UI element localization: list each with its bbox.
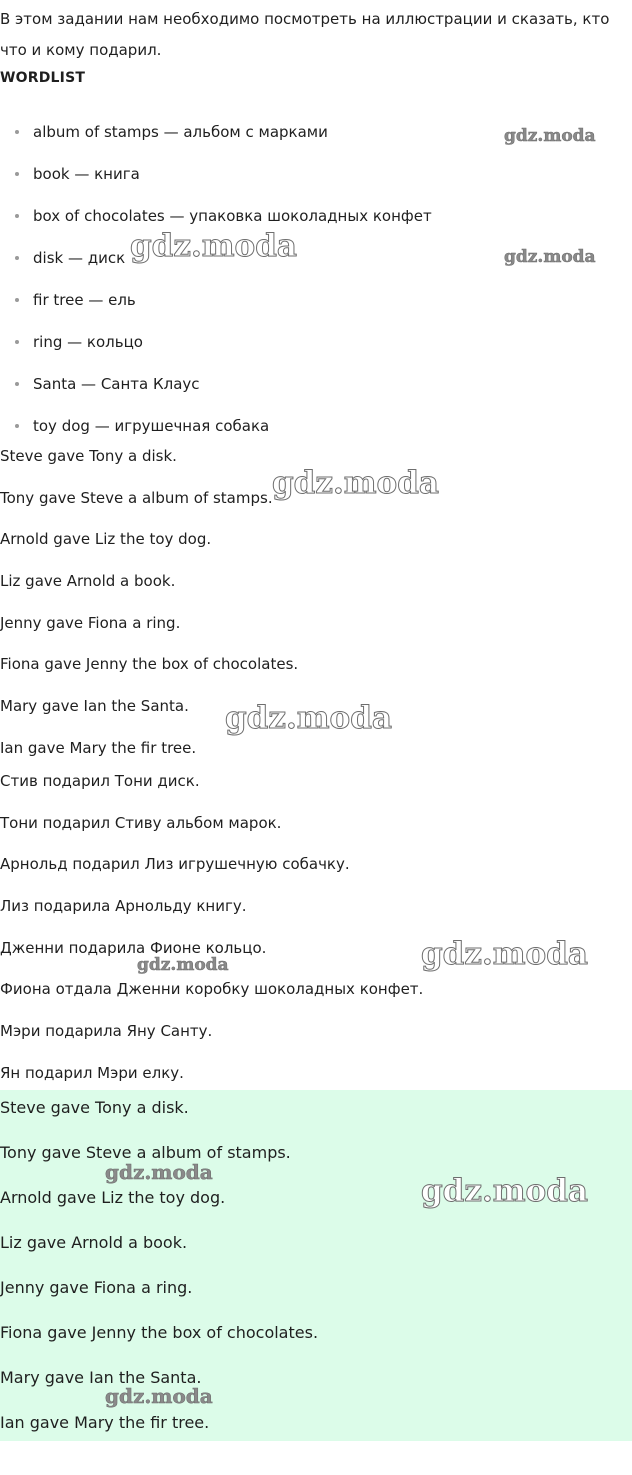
answer-sentence: Arnold gave Liz the toy dog. bbox=[0, 1188, 226, 1207]
answer-sentence: Liz gave Arnold a book. bbox=[0, 1233, 188, 1252]
answer-sentence: Mary gave Ian the Santa. bbox=[0, 1368, 202, 1387]
sentence-ru: Арнольд подарил Лиз игрушечную собачку. bbox=[0, 855, 350, 874]
watermark: gdz.moda bbox=[130, 228, 297, 264]
watermark: gdz.moda bbox=[272, 465, 439, 501]
wordlist-entry: toy dog — игрушечная собака bbox=[33, 417, 270, 435]
watermark: gdz.moda bbox=[504, 247, 596, 267]
answer-sentence: Tony gave Steve a album of stamps. bbox=[0, 1143, 291, 1162]
sentence-ru: Мэри подарила Яну Санту. bbox=[0, 1022, 213, 1041]
sentence-en: Tony gave Steve a album of stamps. bbox=[0, 488, 273, 507]
watermark: gdz.moda bbox=[105, 1160, 213, 1184]
bullet-icon bbox=[15, 298, 19, 302]
bullet-icon bbox=[15, 130, 19, 134]
sentence-ru: Тони подарил Стиву альбом марок. bbox=[0, 813, 282, 832]
intro-text: В этом задании нам необходимо посмотреть на иллюстрации и сказать, кто что и кому подарил. bbox=[0, 10, 610, 59]
sentence-ru: Дженни подарила Фионе кольцо. bbox=[0, 938, 267, 957]
list-item bbox=[0, 111, 432, 153]
russian-sentences bbox=[0, 761, 423, 1095]
sentence-en: Jenny gave Fiona a ring. bbox=[0, 613, 181, 632]
wordlist-entry: ring — кольцо bbox=[33, 333, 143, 351]
watermark: gdz.moda bbox=[105, 1384, 213, 1408]
list-item bbox=[0, 279, 432, 321]
wordlist-entry: disk — диск bbox=[33, 249, 126, 267]
bullet-icon bbox=[15, 214, 19, 218]
sentence-ru: Ян подарил Мэри елку. bbox=[0, 1063, 184, 1082]
sentence-ru: Лиз подарила Арнольду книгу. bbox=[0, 897, 247, 916]
sentence-ru: Стив подарил Тони диск. bbox=[0, 772, 200, 790]
list-item bbox=[0, 363, 432, 405]
watermark: gdz.moda bbox=[421, 936, 588, 972]
wordlist-entry: album of stamps — альбом с марками bbox=[33, 123, 328, 141]
answer-block bbox=[0, 1090, 632, 1441]
bullet-icon bbox=[15, 172, 19, 176]
answer-sentence: Jenny gave Fiona a ring. bbox=[0, 1278, 193, 1297]
list-item bbox=[0, 321, 432, 363]
watermark: gdz.moda bbox=[504, 126, 596, 146]
answer-sentences bbox=[0, 1090, 318, 1450]
wordlist-entry: book — книга bbox=[33, 165, 140, 183]
wordlist-entry: Santa — Санта Клаус bbox=[33, 375, 200, 393]
bullet-icon bbox=[15, 382, 19, 386]
watermark: gdz.moda bbox=[225, 700, 392, 736]
answer-sentence: Steve gave Tony a disk. bbox=[0, 1098, 189, 1117]
wordlist-entry: fir tree — ель bbox=[33, 291, 136, 309]
wordlist-heading: WORDLIST bbox=[0, 70, 86, 86]
list-item bbox=[0, 195, 432, 237]
watermark: gdz.moda bbox=[137, 955, 229, 975]
sentence-en: Mary gave Ian the Santa. bbox=[0, 697, 189, 716]
sentence-en: Fiona gave Jenny the box of chocolates. bbox=[0, 655, 299, 674]
bullet-icon bbox=[15, 424, 19, 428]
sentence-ru: Фиона отдала Дженни коробку шоколадных конфет. bbox=[0, 980, 424, 999]
list-item bbox=[0, 153, 432, 195]
sentence-en: Ian gave Mary the fir tree. bbox=[0, 738, 197, 757]
bullet-icon bbox=[15, 256, 19, 260]
sentence-en: Steve gave Tony a disk. bbox=[0, 447, 177, 465]
english-sentences bbox=[0, 436, 298, 770]
wordlist bbox=[0, 111, 432, 447]
list-item bbox=[0, 237, 432, 279]
answer-sentence: Fiona gave Jenny the box of chocolates. bbox=[0, 1323, 319, 1342]
answer-sentence: Ian gave Mary the fir tree. bbox=[0, 1413, 210, 1432]
sentence-en: Arnold gave Liz the toy dog. bbox=[0, 530, 212, 549]
watermark: gdz.moda bbox=[421, 1173, 588, 1209]
sentence-en: Liz gave Arnold a book. bbox=[0, 572, 176, 591]
wordlist-entry: box of chocolates — упаковка шоколадных конфет bbox=[33, 207, 432, 225]
bullet-icon bbox=[15, 340, 19, 344]
